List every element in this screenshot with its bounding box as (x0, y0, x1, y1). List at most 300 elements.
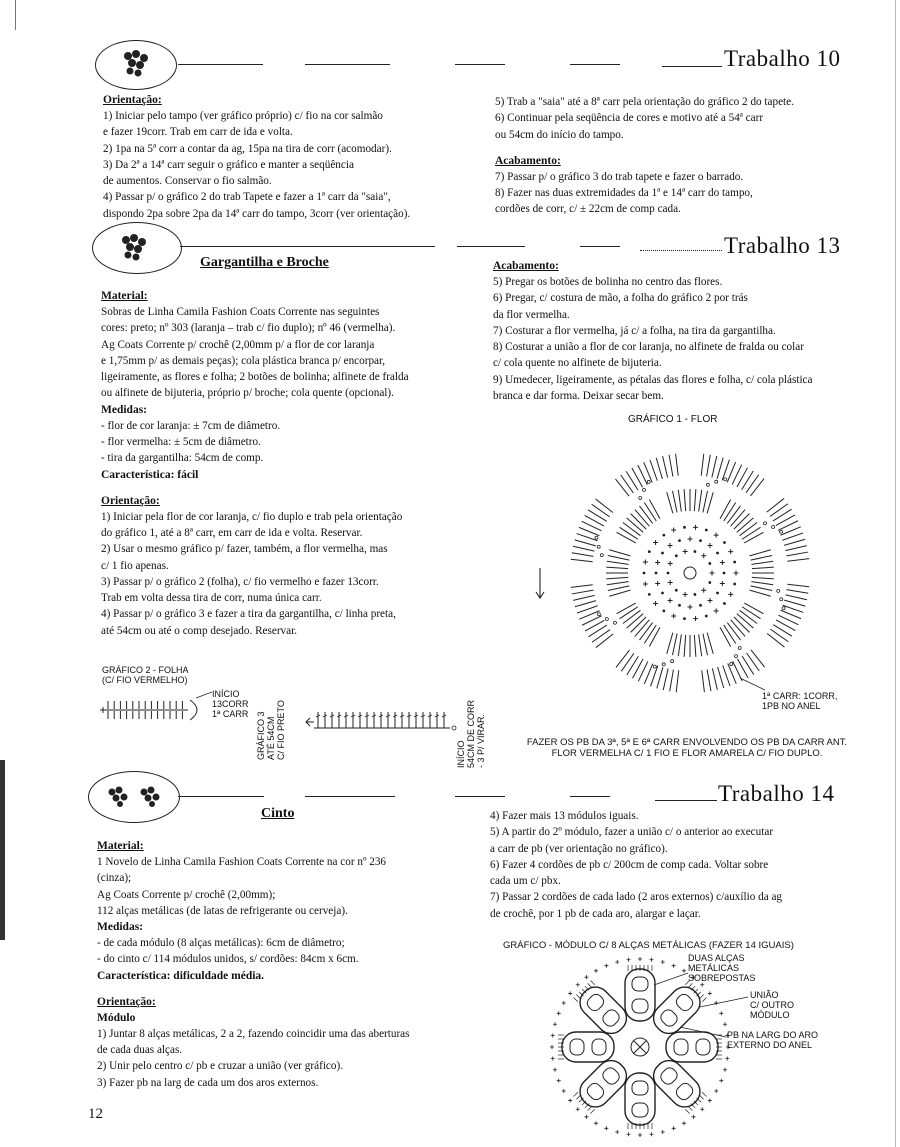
module-stitch-sc (576, 983, 580, 987)
header-rule (570, 64, 620, 65)
pull-tab-hole (585, 992, 606, 1013)
flower-stitch-tr (577, 534, 598, 541)
flower-stitch-sc (683, 549, 688, 554)
flower-stitch-chain (675, 554, 678, 557)
flower-stitch-chain (661, 552, 664, 555)
flower-stitch-chain (708, 562, 711, 565)
flower-stitch-dc (620, 607, 638, 619)
flower-stitch-dc (724, 503, 736, 521)
yarn-ball-icon (118, 46, 154, 80)
strip-arrow-icon (306, 718, 314, 726)
text-line: (cinza); (97, 872, 132, 885)
flower-stitch-chain (662, 609, 665, 612)
label-line: GRÁFICO 3 (256, 711, 266, 760)
flower-stitch-chain (597, 613, 600, 616)
flower-stitch-tr (663, 456, 668, 477)
flower-stitch-dc (727, 506, 740, 524)
pull-tab-stitch (591, 1109, 595, 1113)
flower-stitch-chain (777, 589, 780, 592)
flower-stitch-tr (575, 540, 596, 546)
flower-stitch-dc (623, 610, 641, 623)
flower-start-note (762, 691, 837, 711)
flower-stitch-dc (737, 518, 754, 532)
flower-stitch-dc (644, 503, 656, 521)
module-chart-title: GRÁFICO - MÓDULO C/ 8 ALÇAS METÁLICAS (FAZER 14 IGUAIS) (503, 940, 794, 951)
note-line: INÍCIO (456, 740, 466, 768)
module-stitch-sc (568, 1099, 572, 1103)
flower-stitch-dc (699, 490, 702, 512)
flower-stitch-chain (661, 592, 664, 595)
text-line: e 1,75mm p/ as demais peças); cola plástica branca p/ encorpar, (101, 354, 386, 367)
flower-stitch-tr (588, 510, 607, 522)
text-line: Característica: dificuldade média. (97, 969, 265, 982)
flower-stitch-tr (702, 670, 705, 692)
text-line: Ag Coats Corrente p/ crochê (2,00mm p/ a flor de cor laranja (101, 338, 375, 351)
pull-tab-hole (632, 1103, 648, 1117)
flower-stitch-chain (705, 529, 708, 532)
flower-start-leader (740, 678, 765, 690)
text-line: c/ cola quente no alfinete de bijuteria. (493, 357, 662, 370)
flower-chart-caption (497, 737, 877, 759)
text-line: 5) Trab a "saia" até a 8ª carr pela orientação do gráfico 2 do tapete. (495, 96, 794, 108)
flower-stitch-dc (617, 532, 636, 543)
trabalho-10-heading: Trabalho 10 (724, 46, 841, 71)
text-line: Medidas: (101, 403, 147, 416)
text-line: 2) 1pa na 5ª corr a contar da ag, 15pa na tira de corr (acomodar). (103, 142, 392, 155)
label-line: ATÉ 54CM (266, 716, 276, 760)
text-line: 2) Unir pelo centro c/ pb e cruzar a união (ver gráfico). (97, 1060, 344, 1073)
note-line: 13CORR (212, 699, 249, 709)
flower-stitch-tr (572, 590, 594, 594)
yarn-balls-icon (104, 782, 168, 810)
module-stitch-sc (604, 964, 608, 968)
flower-stitch-sc (693, 616, 698, 621)
flower-stitch-dc (606, 577, 628, 579)
flower-stitch-sc (643, 559, 648, 564)
flower-stitch-tr (787, 559, 809, 562)
text-line: Ag Coats Corrente p/ crochê (2,00mm); (97, 888, 276, 901)
flower-stitch-dc (635, 620, 649, 637)
flower-stitch-chain (678, 604, 681, 607)
text-line: 6) Continuar pela seqüência de cores e motivo até a 54ª carr (495, 112, 764, 125)
pull-tab-stitch (588, 1106, 592, 1110)
flower-stitch-dc (684, 635, 686, 657)
pull-tab-hole (600, 1065, 621, 1086)
flower-stitch-sc (728, 592, 733, 597)
flower-stitch-tr (787, 590, 809, 594)
flower-stitch-chain (662, 663, 665, 666)
flower-stitch-tr (770, 504, 788, 517)
pull-tab-stitch (588, 983, 592, 987)
flower-stitch-chain (772, 526, 775, 529)
text-line: 9) Umedecer, ligeiramente, as pétalas das flores e folha, c/ cola plástica (493, 373, 813, 386)
text-line: Módulo (97, 1011, 136, 1024)
flower-stitch-dc (703, 491, 708, 513)
flower-stitch-tr (588, 625, 607, 637)
spacer (101, 483, 486, 493)
flower-stitch-chain (605, 617, 608, 620)
trabalho-10-right-column (495, 94, 875, 218)
text-line: 1 Novelo de Linha Camila Fashion Coats Corrente na cor nº 236 (97, 856, 387, 868)
flower-stitch-tr (573, 546, 594, 551)
pull-tab (648, 1055, 709, 1116)
note-line: - 3 P/ VIRAR. (476, 713, 486, 768)
pull-tab-stitch (576, 995, 580, 999)
module-stitch-sc (627, 958, 631, 962)
title-line: GRÁFICO 2 - FOLHA (102, 665, 189, 675)
flower-stitch-dc (649, 500, 660, 519)
flower-stitch-tr (722, 460, 729, 481)
flower-center-ring (684, 567, 696, 579)
text-line: 4) Passar p/ o gráfico 2 do trab Tapete e fazer a 1ª carr da "saia", (103, 191, 391, 204)
flower-stitch-tr (573, 595, 594, 600)
flower-stitch-sc (671, 614, 676, 619)
flower-stitch-chain (683, 617, 686, 620)
text-line: branca e dar forma. Deixar secar bem. (493, 390, 664, 403)
flower-stitch-chain (647, 480, 650, 483)
flower-petal (616, 633, 713, 693)
flower-stitch-sc (707, 598, 712, 603)
pull-tab-stitch (685, 1109, 689, 1113)
text-line: cordões de corr, c/ ± 22cm de comp cada. (495, 203, 681, 216)
module-stitch-sc (557, 1079, 561, 1083)
flower-stitch-tr (750, 479, 764, 496)
flower-stitch-tr (676, 454, 679, 476)
text-line: - de cada módulo (8 alças metálicas): 6cm de diâmetro; (97, 937, 345, 950)
module-stitch-sc (638, 1133, 642, 1137)
spacer (97, 984, 482, 994)
flower-stitch-chain (738, 647, 741, 650)
flower-stitch-tr (717, 458, 723, 479)
leaf-start-leader (196, 692, 212, 698)
flower-stitch-sc (688, 605, 693, 610)
flower-stitch-dc (639, 506, 652, 524)
flower-stitch-tr (712, 668, 717, 689)
flower-stitch-dc (752, 567, 774, 569)
header-rule (455, 64, 505, 65)
flower-stitch-tr (712, 456, 717, 477)
module-leader-lines (640, 955, 780, 1055)
trabalho-13-left-column (101, 288, 486, 639)
text-line: - do cinto c/ 114 módulos unidos, s/ cordões: 84cm x 6cm. (97, 953, 359, 966)
flower-stitch-tr (616, 650, 630, 667)
flower-stitch-dc (667, 492, 673, 513)
flower-stitch-chain (716, 592, 719, 595)
flower-stitch-sc (707, 543, 712, 548)
flower-stitch-sc (714, 608, 719, 613)
flower-stitch-sc (688, 537, 693, 542)
flower-stitch-tr (577, 606, 598, 613)
pull-tab (558, 1032, 614, 1062)
flower-petal (750, 550, 810, 647)
trabalho-13-right-column (493, 258, 883, 404)
flower-stitch-dc (734, 514, 750, 530)
module-stitch-sc (584, 975, 588, 979)
header-rule (305, 64, 390, 65)
flower-stitch-chain (708, 581, 711, 584)
label-line: UNIÃO (750, 990, 779, 1000)
flower-stitch-chain (699, 539, 702, 542)
header-rule (640, 250, 722, 251)
flower-stitch-chain (655, 572, 658, 575)
flower-stitch-sc (668, 580, 673, 585)
module-stitch-sc (562, 1001, 566, 1005)
text-line: - tira da gargantilha: 54cm de comp. (101, 452, 264, 465)
flower-stitch-dc (744, 603, 763, 614)
flower-stitch-dc (631, 514, 647, 530)
text-line: de aumentos. Conservar o fio salmão. (103, 175, 272, 188)
flower-stitch-tr (783, 605, 804, 612)
flower-stitch-dc (724, 625, 736, 643)
text-line: 6) Pregar, c/ costura de mão, a folha do gráfico 2 por trás (493, 292, 748, 305)
scan-edge-left (0, 760, 5, 940)
pull-tab-stitch (574, 1092, 578, 1096)
module-stitch-sc (553, 1022, 557, 1026)
flower-stitch-dc (752, 577, 774, 579)
flower-stitch-sc (653, 601, 658, 606)
module-stitch-sc (550, 1045, 554, 1049)
flower-stitch-tr (742, 471, 754, 490)
text-line: Orientação: (97, 995, 156, 1008)
flower-stitch-tr (650, 460, 657, 481)
flower-stitch-tr (663, 669, 668, 690)
leaf-chart (100, 688, 212, 728)
module-stitch-sc (594, 1121, 598, 1125)
leaf-chart-notes (212, 689, 249, 719)
module-stitch-sc (700, 1107, 704, 1111)
flower-stitch-tr (785, 546, 806, 551)
strip-chart (300, 700, 460, 740)
flower-stitch-tr (626, 471, 638, 490)
label-line: MÓDULO (750, 1010, 790, 1020)
text-line: Material: (97, 840, 144, 852)
flower-stitch-dc (699, 634, 702, 656)
text-line: 3) Fazer pb na larg de cada um dos aros externos. (97, 1076, 319, 1089)
label-line: METÁLICAS (688, 963, 740, 973)
module-stitch-sc (553, 1068, 557, 1072)
header-rule (457, 246, 525, 247)
flower-stitch-chain (671, 660, 674, 663)
flower-stitch-tr (767, 633, 784, 647)
flower-stitch-dc (740, 522, 758, 535)
trabalho-13-title: Gargantilha e Broche (200, 255, 329, 270)
pull-tab-stitch (702, 1092, 706, 1096)
text-line: 4) Fazer mais 13 módulos iguais. (490, 810, 639, 822)
flower-stitch-chain (683, 526, 686, 529)
text-line: 5) A partir do 2º módulo, fazer a união c/ o anterior ao executar (490, 826, 774, 839)
flower-stitch-dc (694, 635, 696, 657)
flower-stitch-tr (656, 458, 662, 479)
header-rule (455, 796, 505, 797)
scan-edge-right (895, 0, 896, 1147)
text-line: 112 alças metálicas (de latas de refrigerante ou cerveja). (97, 904, 348, 917)
text-line: Acabamento: (493, 260, 559, 272)
text-line: - flor vermelha: ± 5cm de diâmetro. (101, 436, 261, 449)
flower-stitch-dc (639, 623, 652, 641)
text-line: cada um c/ pbx. (490, 875, 561, 888)
flower-stitch-dc (720, 627, 731, 646)
page-number: 12 (88, 1106, 103, 1122)
module-stitch-sc (649, 1132, 653, 1136)
text-line: ligeiramente, as flores e folha; 2 botões de bolinha; alfinete de fralda (101, 371, 409, 384)
flower-stitch-sc (683, 592, 688, 597)
pull-tab-stitch (688, 1106, 692, 1110)
module-stitch-sc (714, 1089, 718, 1093)
flower-stitch-dc (737, 614, 754, 628)
flower-stitch-tr (786, 552, 808, 556)
flower-stitch-sc (734, 571, 739, 576)
flower-stitch-tr (784, 600, 805, 606)
header-rule (180, 246, 435, 247)
flower-stitch-chain (764, 522, 767, 525)
pull-tab-hole (632, 1081, 648, 1095)
text-line: 4) Passar p/ o gráfico 3 e fazer a tira da gargantilha, c/ linha preta, (101, 608, 396, 621)
flower-stitch-tr (615, 479, 629, 496)
text-line: do gráfico 1, até a 8ª carr, em carr de ida e volta. Reservar. (101, 526, 363, 539)
text-line: 6) Fazer 4 cordões de pb c/ 200cm de comp cada. Voltar sobre (490, 858, 769, 871)
flower-stitch-dc (694, 489, 696, 511)
flower-stitch-dc (672, 634, 677, 656)
flower-stitch-chain (662, 534, 665, 537)
flower-stitch-sc (714, 533, 719, 538)
trabalho-14-title: Cinto (261, 806, 295, 821)
flower-stitch-chain (693, 593, 696, 596)
flower-stitch-chain (723, 572, 726, 575)
flower-stitch-dc (734, 617, 750, 633)
flower-stitch-sc (693, 525, 698, 530)
trabalho-13-heading: Trabalho 13 (724, 233, 841, 258)
flower-stitch-dc (678, 634, 681, 656)
text-line: dispondo 2pa sobre 2pa da 14ª carr do tampo, 3corr (ver orientação). (103, 207, 411, 220)
label-line: EXTERNO DO ANEL (727, 1040, 813, 1050)
flower-stitch-tr (767, 498, 784, 512)
text-line: 8) Fazer nas duas extremidades da 1ª e 14ª carr do tampo, (495, 187, 753, 200)
flower-stitch-sc (668, 598, 673, 603)
flower-stitch-dc (751, 586, 773, 591)
flower-stitch-dc (609, 590, 630, 596)
text-line: da flor vermelha. (493, 308, 570, 321)
label-line: C/ OUTRO (750, 1000, 794, 1010)
flower-stitch-dc (703, 634, 708, 656)
text-line: 7) Costurar a flor vermelha, já c/ a folha, na tira da gargantilha. (493, 324, 776, 337)
flower-stitch-dc (750, 590, 771, 596)
flower-stitch-tr (676, 670, 679, 692)
flower-stitch-chain (782, 607, 785, 610)
flower-stitch-sc (643, 582, 648, 587)
note-line: 1ª CARR (212, 709, 249, 719)
text-line: 8) Costurar a união a flor de cor laranja, no alfinete de fralda ou colar (493, 341, 804, 354)
text-line: Orientação: (101, 494, 160, 507)
flower-stitch-chain (639, 496, 642, 499)
spacer (495, 143, 875, 153)
flower-stitch-chain (643, 488, 646, 491)
flower-stitch-tr (571, 585, 593, 588)
text-line: 7) Passar p/ o gráfico 3 do trab tapete e fazer o barrado. (495, 170, 744, 183)
text-line: c/ 1 fio apenas. (101, 559, 169, 572)
module-stitch-sc (584, 1115, 588, 1119)
flower-stitch-dc (742, 607, 760, 619)
flower-stitch-dc (608, 555, 630, 560)
flower-stitch-tr (773, 509, 792, 521)
flower-stitch-chain (723, 541, 726, 544)
caption-line: FAZER OS PB DA 3ª, 5ª E 6ª CARR ENVOLVENDO OS PB DA CARR ANT. (526, 737, 848, 748)
text-line: a carr de pb (ver orientação no gráfico). (490, 842, 668, 855)
leaf-tip-sc (100, 707, 106, 713)
flower-stitch-dc (607, 561, 629, 564)
text-line: Trab em volta dessa tira de corr, numa única carr. (101, 592, 322, 605)
flower-stitch-sc (710, 571, 715, 576)
flower-stitch-dc (644, 625, 656, 643)
module-stitch-sc (594, 969, 598, 973)
flower-stitch-dc (740, 610, 758, 623)
flower-stitch-chain (715, 480, 718, 483)
flower-stitch-dc (751, 561, 773, 564)
flower-stitch-tr (786, 595, 807, 600)
module-stitch-sc (672, 1126, 676, 1130)
module-stitch-sc (725, 1056, 729, 1060)
flower-stitch-chain (730, 663, 733, 666)
header-rule (662, 66, 722, 67)
flower-stitch-dc (684, 489, 686, 511)
flower-stitch-tr (782, 533, 803, 540)
text-line: ou alfinete de bijuteria, próprio p/ broche; cola quente (opcional). (101, 387, 394, 400)
flower-stitch-tr (746, 475, 759, 493)
label-line: SOBREPOSTAS (688, 973, 756, 983)
text-line: ou 54cm do início do tampo. (495, 128, 624, 141)
flower-stitch-chain (724, 478, 727, 481)
flower-petal (571, 499, 631, 596)
flower-stitch-chain (643, 572, 646, 575)
flower-stitch-dc (727, 623, 740, 641)
leaf-turn-arc (190, 700, 197, 720)
text-line: 3) Da 2ª a 14ª carr seguir o gráfico e manter a seqüência (103, 158, 354, 171)
text-line: Acabamento: (495, 154, 561, 167)
flower-stitch-tr (718, 667, 724, 688)
flower-stitch-chain (678, 539, 681, 542)
flower-stitch-tr (669, 455, 673, 477)
pull-tab (625, 1073, 655, 1129)
flower-stitch-dc (635, 510, 649, 527)
caption-line: FLOR VERMELHA C/ 1 FIO E FLOR AMARELA C/ FIO DUPLO. (551, 748, 823, 759)
flower-stitch-chain (780, 530, 783, 533)
note-line: 1ª CARR: 1CORR, (762, 691, 838, 701)
flower-stitch-dc (606, 567, 628, 569)
header-rule (570, 796, 610, 797)
flower-stitch-dc (707, 633, 713, 654)
flower-stitch-tr (770, 629, 788, 642)
flower-stitch-dc (608, 586, 630, 591)
flower-stitch-dc (678, 490, 681, 512)
title-line: (C/ FIO VERMELHO) (102, 675, 188, 685)
text-line: 1) Iniciar pelo tampo (ver gráfico próprio) c/ fio na cor salmão (103, 110, 383, 122)
flower-stitch-dc (672, 491, 677, 513)
flower-stitch-tr (773, 625, 792, 637)
text-line: Característica: fácil (101, 468, 199, 481)
flower-stitch-dc (623, 522, 641, 535)
trabalho-14-left-column (97, 838, 482, 1091)
flower-stitch-tr (572, 553, 594, 557)
flower-stitch-tr (621, 653, 634, 671)
trabalho-14-right-column (490, 808, 880, 922)
flower-stitch-tr (742, 656, 754, 675)
flower-stitch-sc (653, 540, 658, 545)
module-stitch-sc (708, 1099, 712, 1103)
pull-tab-stitch (591, 981, 595, 985)
flower-stitch-sc (720, 581, 725, 586)
header-rule (305, 796, 395, 797)
flower-stitch-chain (734, 655, 737, 658)
text-line: de cada duas alças. (97, 1044, 183, 1057)
